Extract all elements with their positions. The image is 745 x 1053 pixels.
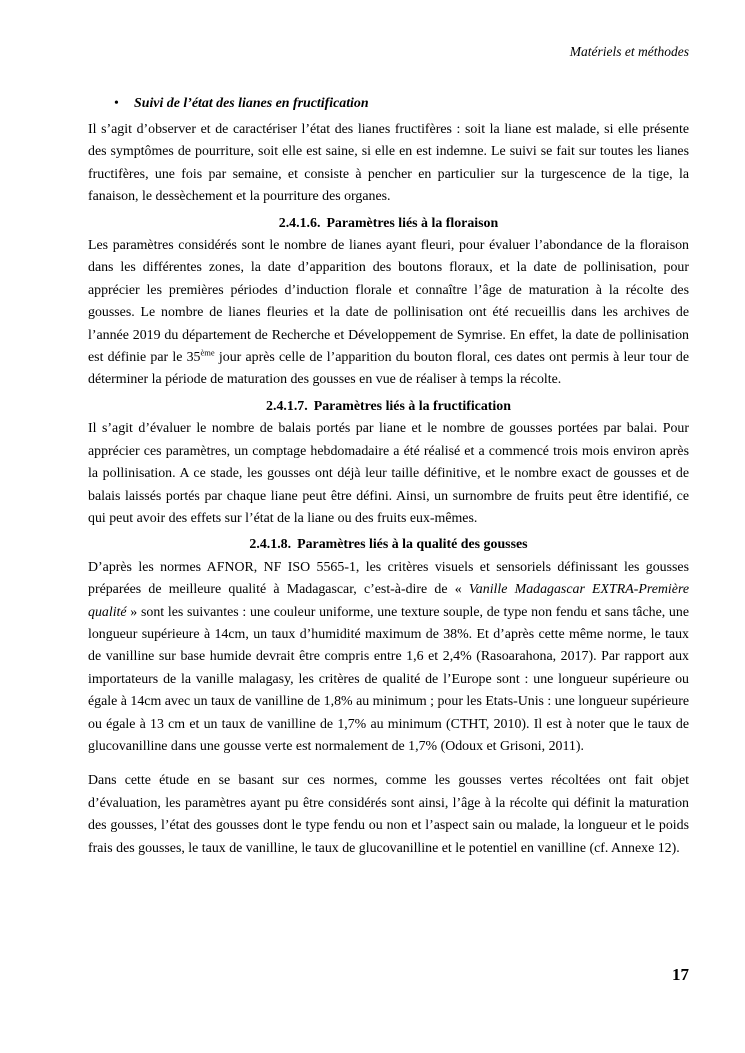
paragraph-floraison — [88, 235, 689, 392]
section-heading-fructification — [88, 396, 689, 418]
page-content — [88, 93, 689, 860]
text-segment: » sont les suivantes : une couleur uniforme, une texture souple, de type non fendu et sans tâche, une longueur supérieure à 14cm, un taux d’humidité maximum de 38%. Et d’après cette même norme, le taux de vanilline sur base humide devrait être compris entre 1,6 et 2,4% (Rasoarahona, 2017). Par rapport aux importateurs de la vanille malagasy, les critères de qualité de l’Europe sont : une longueur supérieure ou égale à 14cm avec un taux de vanilline de 1,8% au minimum ; pour les Etats-Unis : une longueur supérieure ou égale à 13 cm et un taux de vanilline de 1,7% au minimum (CTHT, 2010). Il est à noter que le taux de glucovanilline dans une gousse verte est normalement de 1,7% (Odoux et Grisoni, 2011). — [88, 604, 689, 754]
bullet-heading-text: Suivi de l’état des lianes en fructification — [134, 96, 369, 111]
italic-text: Vanille Madagascar EXTRA-Première qualité — [88, 582, 690, 620]
bullet-heading — [88, 93, 689, 115]
paragraph-fructification: Il s’agit d’évaluer le nombre de balais portés par liane et le nombre de gousses portées par balai. Pour apprécier ces paramètres, un comptage hebdomadaire a été réalisé et a commencé trois mois environ après la pollinisation. A ce stade, les gousses ont déjà leur taille définitive, et le nombre exact de gousses et de balais laissés portés par chaque liane peut être défini. Ainsi, un surnombre de fruits peut être identifié, ce qui peut avoir des effets sur l’état de la liane ou des fruits eux-mêmes. — [88, 421, 689, 526]
paragraph-suivi: Il s’agit d’observer et de caractériser l’état des lianes fructifères : soit la liane est malade, si elle présente des symptômes de pourriture, soit elle est saine, si elle en est indemne. Le suivi se fait sur toutes les lianes fructifères, une fois par semaine, et consiste à pencher en particulier sur la turgescence de la tige, la fanaison, le dessèchement et la pourriture des organes. — [88, 122, 689, 205]
section-title: Paramètres liés à la fructification — [313, 398, 511, 414]
paragraph-qualite — [88, 557, 689, 759]
bullet-icon: • — [114, 96, 119, 111]
section-number: 2.4.1.6. — [278, 215, 321, 231]
section-number: 2.4.1.7. — [266, 398, 308, 414]
section-title: Paramètres liés à la qualité des gousses — [297, 537, 528, 553]
running-header: Matériels et méthodes — [569, 44, 689, 59]
text-segment: Les paramètres considérés sont le nombre de lianes ayant fleuri, pour évaluer l’abondance de la floraison dans les différentes zones, la date d’apparition des boutons floraux, et la date de pollinisation, pour apprécier les premières périodes d’induction florale et connaître l’âge de maturation à la récolte des gousses. Le nombre de lianes fleuries et la date de pollinisation ont été recueillis dans les archives de l’année 2019 du département de Recherche et Développement de Symrise. En effet, la date de pollinisation est définie par le 35 — [88, 238, 689, 366]
section-number: 2.4.1.8. — [249, 537, 292, 553]
superscript: ème — [200, 347, 215, 358]
section-heading-qualite — [88, 534, 689, 556]
section-heading-floraison — [88, 213, 689, 235]
page-number: 17 — [672, 965, 689, 984]
section-title: Paramètres liés à la floraison — [326, 215, 499, 231]
paragraph-etude: Dans cette étude en se basant sur ces normes, comme les gousses vertes récoltées ont fait objet d’évaluation, les paramètres ayant pu être considérés sont ainsi, l’âge à la récolte qui définit la maturation des gousses, l’état des gousses dont le type fendu ou non et l’aspect sain ou malade, la longueur et le poids frais des gousses, le taux de vanilline, le taux de glucovanilline et le potentiel en vanilline (cf. Annexe 12). — [88, 773, 689, 856]
text-segment: jour après celle de l’apparition du bouton floral, ces dates ont permis à leur tour de déterminer la période de maturation des gousses en vue de réaliser à temps la récolte. — [88, 350, 689, 388]
text-segment: D’après les normes AFNOR, NF ISO 5565-1, les critères visuels et sensoriels définissant les gousses préparées de meilleure qualité à Madagascar, c’est-à-dire de « — [88, 559, 689, 598]
